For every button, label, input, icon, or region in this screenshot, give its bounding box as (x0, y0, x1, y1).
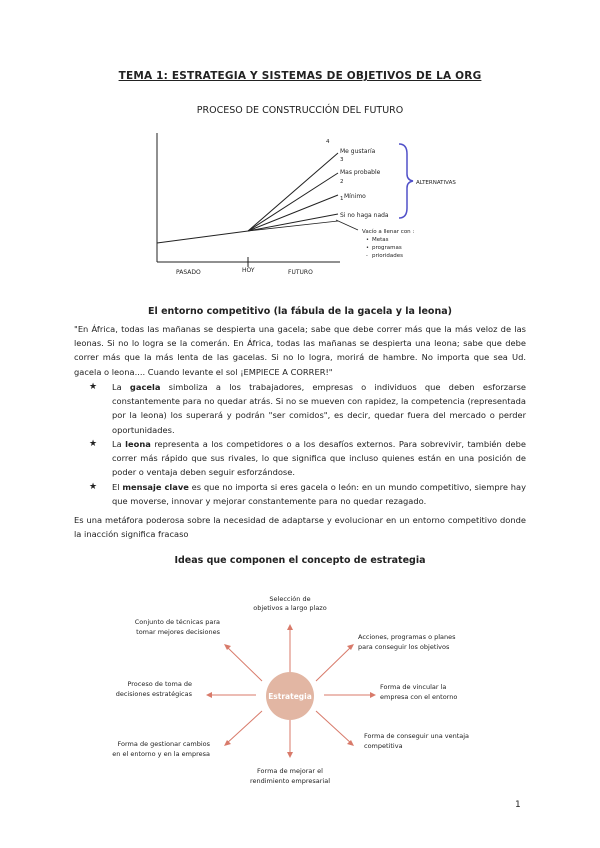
idea-6-line-1: Proceso de toma de (127, 680, 192, 688)
label-si-no-hago-nada: Si no haga nada (340, 212, 389, 219)
ray-top-left (226, 646, 262, 681)
label-alternativas: ALTERNATIVAS (416, 180, 456, 186)
fable-quote: "En África, todas las mañanas se despierta una gacela; sabe que debe correr más que la más veloz de las leonas. Si no lo logra se la comerán. En África, todas las mañanas se despierta una leona; sabe que debe correr más que la más lenta de las gacelas. Si no lo logra, morirá de hambre. No importa que sea Ud. gacela o leona.... Cuando levante el sol ¡EMPIECE A CORRER!" (74, 324, 526, 377)
idea-4-line-2: rendimiento empresarial (249, 777, 331, 785)
note-item-programas: programas (372, 245, 402, 251)
arrowhead-left (206, 692, 212, 698)
bullet-text-post: representa a los competidores o a los desafíos externos. Para sobrevivir, también debe correr más rápido que sus rivales, lo que significa que incluso quienes están en una posición de poder o ventaja deben seguir esforzándose. (112, 439, 526, 478)
past-trend-line (157, 231, 248, 243)
section-heading: El entorno competitivo (la fábula de la gacela y la leona) (148, 306, 452, 317)
bullet-gacela (89, 380, 526, 437)
bullet-text-pre: La (112, 382, 130, 392)
idea-6-line-2: decisiones estratégicas (115, 690, 192, 698)
label-mas-probable: Mas probable (340, 169, 381, 176)
bullet-leona (89, 437, 526, 480)
idea-0-line-1: Selección de (269, 595, 311, 603)
bullet-text-post: simboliza a los trabajadores, empresas o individuos que deben esforzarse constantemente para no quedar atrás. Si no se mueven con rapidez, la competencia (representada por la leona) los superará y podrán "ser comidos", es decir, quedar fuera del mercado o perder oportunidades. (112, 382, 526, 435)
ray-top-right (316, 646, 352, 681)
closing-paragraph: Es una metáfora poderosa sobre la necesidad de adaptarse y evolucionar en un entorno competitivo donde la inacción significa fracaso (74, 515, 526, 540)
arrowhead-right (370, 692, 376, 698)
star-bullet-icon: ★ (89, 439, 98, 449)
ray-bottom-right (316, 711, 352, 744)
star-bullet-icon: ★ (89, 482, 98, 492)
idea-4-line-1: Forma de mejorar el (257, 767, 323, 775)
axis-label-futuro: FUTURO (288, 269, 313, 276)
axis-label-pasado: PASADO (176, 269, 201, 276)
ideas-heading: Ideas que componen el concepto de estrategia (174, 555, 426, 566)
arrowhead-top (287, 624, 293, 630)
note-bullet-3: - (366, 253, 368, 259)
bullet-mensaje-clave (89, 480, 526, 508)
gap-arrow (336, 220, 358, 230)
bullet-keyword: mensaje clave (122, 482, 189, 492)
strategy-concept-diagram (80, 580, 500, 795)
alternatives-brace (399, 144, 413, 218)
note-bullet-1: • (366, 237, 369, 243)
idea-1-line-1: Acciones, programas o planes (358, 633, 456, 641)
label-minimo: Mínimo (344, 193, 366, 200)
future-construction-diagram (150, 128, 460, 283)
strategy-center-label: Estrategia (268, 692, 312, 701)
line-me-gustaria (248, 153, 338, 231)
note-item-prioridades: prioridades (372, 253, 404, 259)
note-item-metas: Metas (372, 237, 389, 243)
idea-5-line-2: en el entorno y en la empresa (112, 750, 210, 758)
idea-3-line-2: competitiva (364, 742, 403, 750)
idea-2-line-2: empresa con el entorno (380, 693, 458, 701)
number-3: 3 (340, 157, 344, 163)
star-bullet-icon: ★ (89, 382, 98, 392)
idea-0-line-2: objetivos a largo plazo (253, 604, 327, 612)
document-title: TEMA 1: ESTRATEGIA Y SISTEMAS DE OBJETIVOS DE LA ORG (118, 70, 482, 82)
idea-7-line-1: Conjunto de técnicas para (134, 618, 220, 626)
ray-bottom-left (226, 711, 262, 744)
bullet-text-pre: La (112, 439, 126, 449)
arrowhead-bottom (287, 752, 293, 758)
note-title: Vacío a llenar con : (362, 229, 415, 235)
page-number: 1 (515, 800, 521, 810)
number-1: 1 (340, 196, 344, 202)
bullet-keyword: leona (125, 439, 151, 449)
note-bullet-2: • (366, 245, 369, 251)
arrowhead-top-right (347, 644, 354, 650)
label-me-gustaria: Me gustaría (340, 148, 376, 155)
idea-1-line-2: para conseguir los objetivos (358, 643, 450, 651)
number-2: 2 (340, 179, 344, 185)
bullet-text-post: es que no importa si eres gacela o león: en un mundo competitivo, siempre hay que moverse, innovar y mejorar constantemente para no quedar rezagado. (112, 482, 526, 507)
bullet-text-pre: El (112, 482, 123, 492)
idea-2-line-1: Forma de vincular la (380, 683, 447, 691)
diagram-title: PROCESO DE CONSTRUCCIÓN DEL FUTURO (196, 105, 404, 116)
bullet-keyword: gacela (129, 382, 161, 392)
number-4: 4 (326, 139, 330, 145)
idea-5-line-1: Forma de gestionar cambios (117, 740, 210, 748)
arrowhead-top-left (224, 644, 231, 650)
idea-3-line-1: Forma de conseguir una ventaja (364, 732, 470, 740)
axis-label-hoy: HOY (242, 267, 255, 274)
idea-7-line-2: tomar mejores decisiones (136, 628, 220, 636)
